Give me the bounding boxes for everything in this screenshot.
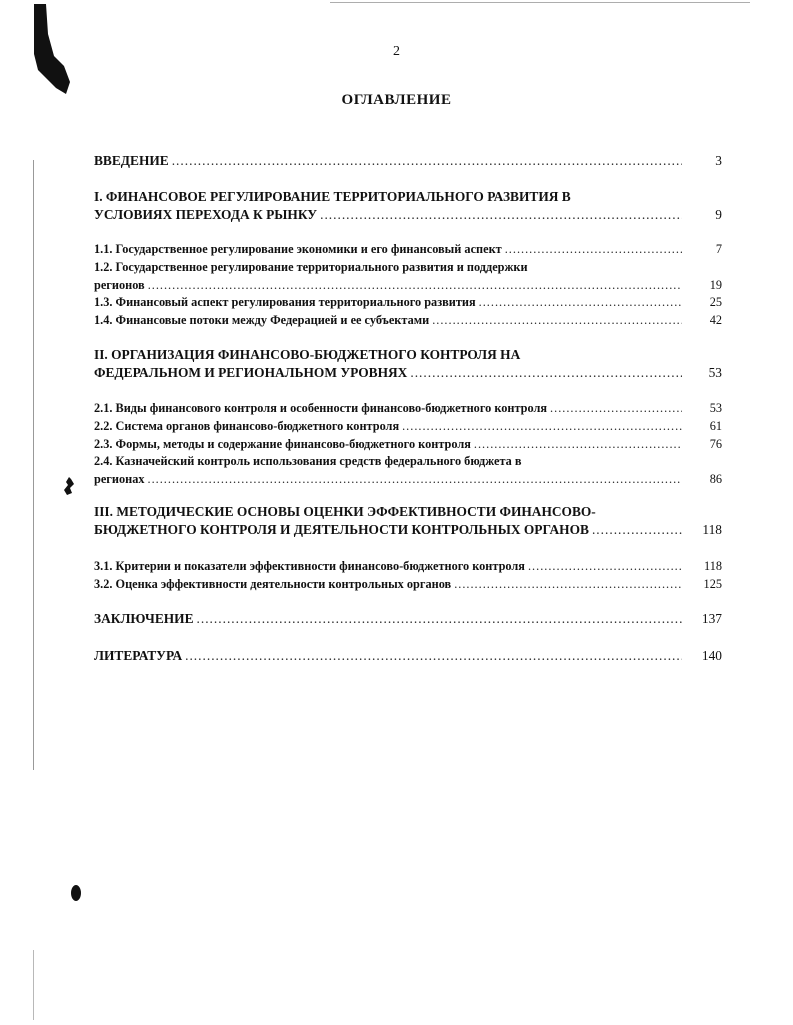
toc-entry-chapter-3[interactable] [94, 503, 722, 539]
scan-speck [70, 884, 82, 902]
toc-entry-page: 7 [715, 242, 722, 256]
scan-speck [62, 476, 76, 496]
toc-entry-introduction[interactable] [94, 152, 722, 170]
toc-entry-page: 42 [709, 313, 722, 327]
toc-entry-3-2[interactable] [94, 576, 722, 594]
toc-entry-chapter-1[interactable] [94, 188, 722, 224]
toc-entry-label: 1.2. Государственное регулирование территориального развития и поддержки [94, 260, 528, 274]
toc-entry-page: 86 [709, 471, 722, 486]
toc-entry-label: 2.1. Виды финансового контроля и особенности финансово-бюджетного контроля [94, 401, 548, 415]
toc-entry-label: 3.2. Оценка эффективности деятельности контрольных органов [94, 577, 452, 591]
page-number: 2 [393, 44, 400, 59]
toc-entry-1-3[interactable] [94, 294, 722, 312]
toc-entry-label: 3.1. Критерии и показатели эффективности финансово-бюджетного контроля [94, 559, 525, 573]
toc-entry-2-2[interactable] [94, 418, 722, 436]
toc-entry-page: 137 [701, 611, 722, 626]
toc-entry-3-1[interactable] [94, 558, 722, 576]
toc-entry-page: 3 [715, 153, 722, 168]
toc-entry-label: ВВЕДЕНИЕ [94, 153, 169, 168]
toc-entry-label: 1.1. Государственное регулирование экономики и его финансовый аспект [94, 242, 502, 256]
toc-entry-1-1[interactable] [94, 241, 722, 259]
scan-edge-line [330, 2, 750, 3]
toc-entry-label: ЛИТЕРАТУРА [94, 648, 183, 663]
toc-entry-label: I. ФИНАНСОВОЕ РЕГУЛИРОВАНИЕ ТЕРРИТОРИАЛЬНОГО РАЗВИТИЯ В [94, 189, 571, 204]
toc-entry-2-1[interactable] [94, 400, 722, 418]
toc-entry-label-cont: ФЕДЕРАЛЬНОМ И РЕГИОНАЛЬНОМ УРОВНЯХ [94, 365, 408, 380]
scan-edge-line [33, 950, 34, 1020]
toc-entry-label: 2.3. Формы, методы и содержание финансово-бюджетного контроля [94, 437, 471, 451]
toc-entry-page: 9 [715, 207, 722, 222]
toc-entry-label: 2.2. Система органов финансово-бюджетного контроля [94, 419, 400, 433]
toc-entry-label: ЗАКЛЮЧЕНИЕ [94, 611, 194, 626]
toc-entry-page: 118 [702, 522, 722, 537]
toc-entry-label-cont: БЮДЖЕТНОГО КОНТРОЛЯ И ДЕЯТЕЛЬНОСТИ КОНТРОЛЬНЫХ ОРГАНОВ [94, 522, 589, 537]
toc-entry-conclusion[interactable] [94, 610, 722, 628]
toc-entry-1-4[interactable] [94, 312, 722, 330]
toc-entry-label: 1.3. Финансовый аспект регулирования территориального развития [94, 295, 476, 309]
toc-entry-page: 76 [709, 437, 722, 451]
toc-entry-2-3[interactable] [94, 436, 722, 454]
toc-entry-page: 19 [709, 277, 722, 292]
toc-entry-page: 125 [703, 577, 722, 591]
toc-entry-label-cont: регионах [94, 471, 145, 486]
toc-entry-page: 118 [704, 559, 722, 573]
toc-entry-chapter-2[interactable] [94, 346, 722, 382]
toc-entry-page: 61 [709, 419, 722, 433]
toc-entry-page: 53 [708, 365, 722, 380]
toc-entry-page: 53 [709, 401, 722, 415]
toc-entry-label-cont: УСЛОВИЯХ ПЕРЕХОДА К РЫНКУ [94, 207, 318, 222]
toc-entry-2-4[interactable] [94, 453, 722, 488]
toc-entry-label: III. МЕТОДИЧЕСКИЕ ОСНОВЫ ОЦЕНКИ ЭФФЕКТИВНОСТИ ФИНАНСОВО- [94, 504, 596, 519]
toc-entry-page: 140 [701, 648, 722, 663]
toc-entry-label-cont: регионов [94, 277, 145, 292]
toc-entry-label: II. ОРГАНИЗАЦИЯ ФИНАНСОВО-БЮДЖЕТНОГО КОНТРОЛЯ НА [94, 347, 521, 362]
toc-entry-1-2[interactable] [94, 259, 722, 294]
toc-entry-label: 2.4. Казначейский контроль использования средств федерального бюджета в [94, 454, 522, 468]
toc-entry-literature[interactable] [94, 647, 722, 665]
toc-entry-label: 1.4. Финансовые потоки между Федерацией и ее субъектами [94, 313, 430, 327]
toc-entry-page: 25 [709, 295, 722, 309]
toc-title: ОГЛАВЛЕНИЕ [341, 92, 452, 108]
scan-edge-line [33, 160, 34, 770]
